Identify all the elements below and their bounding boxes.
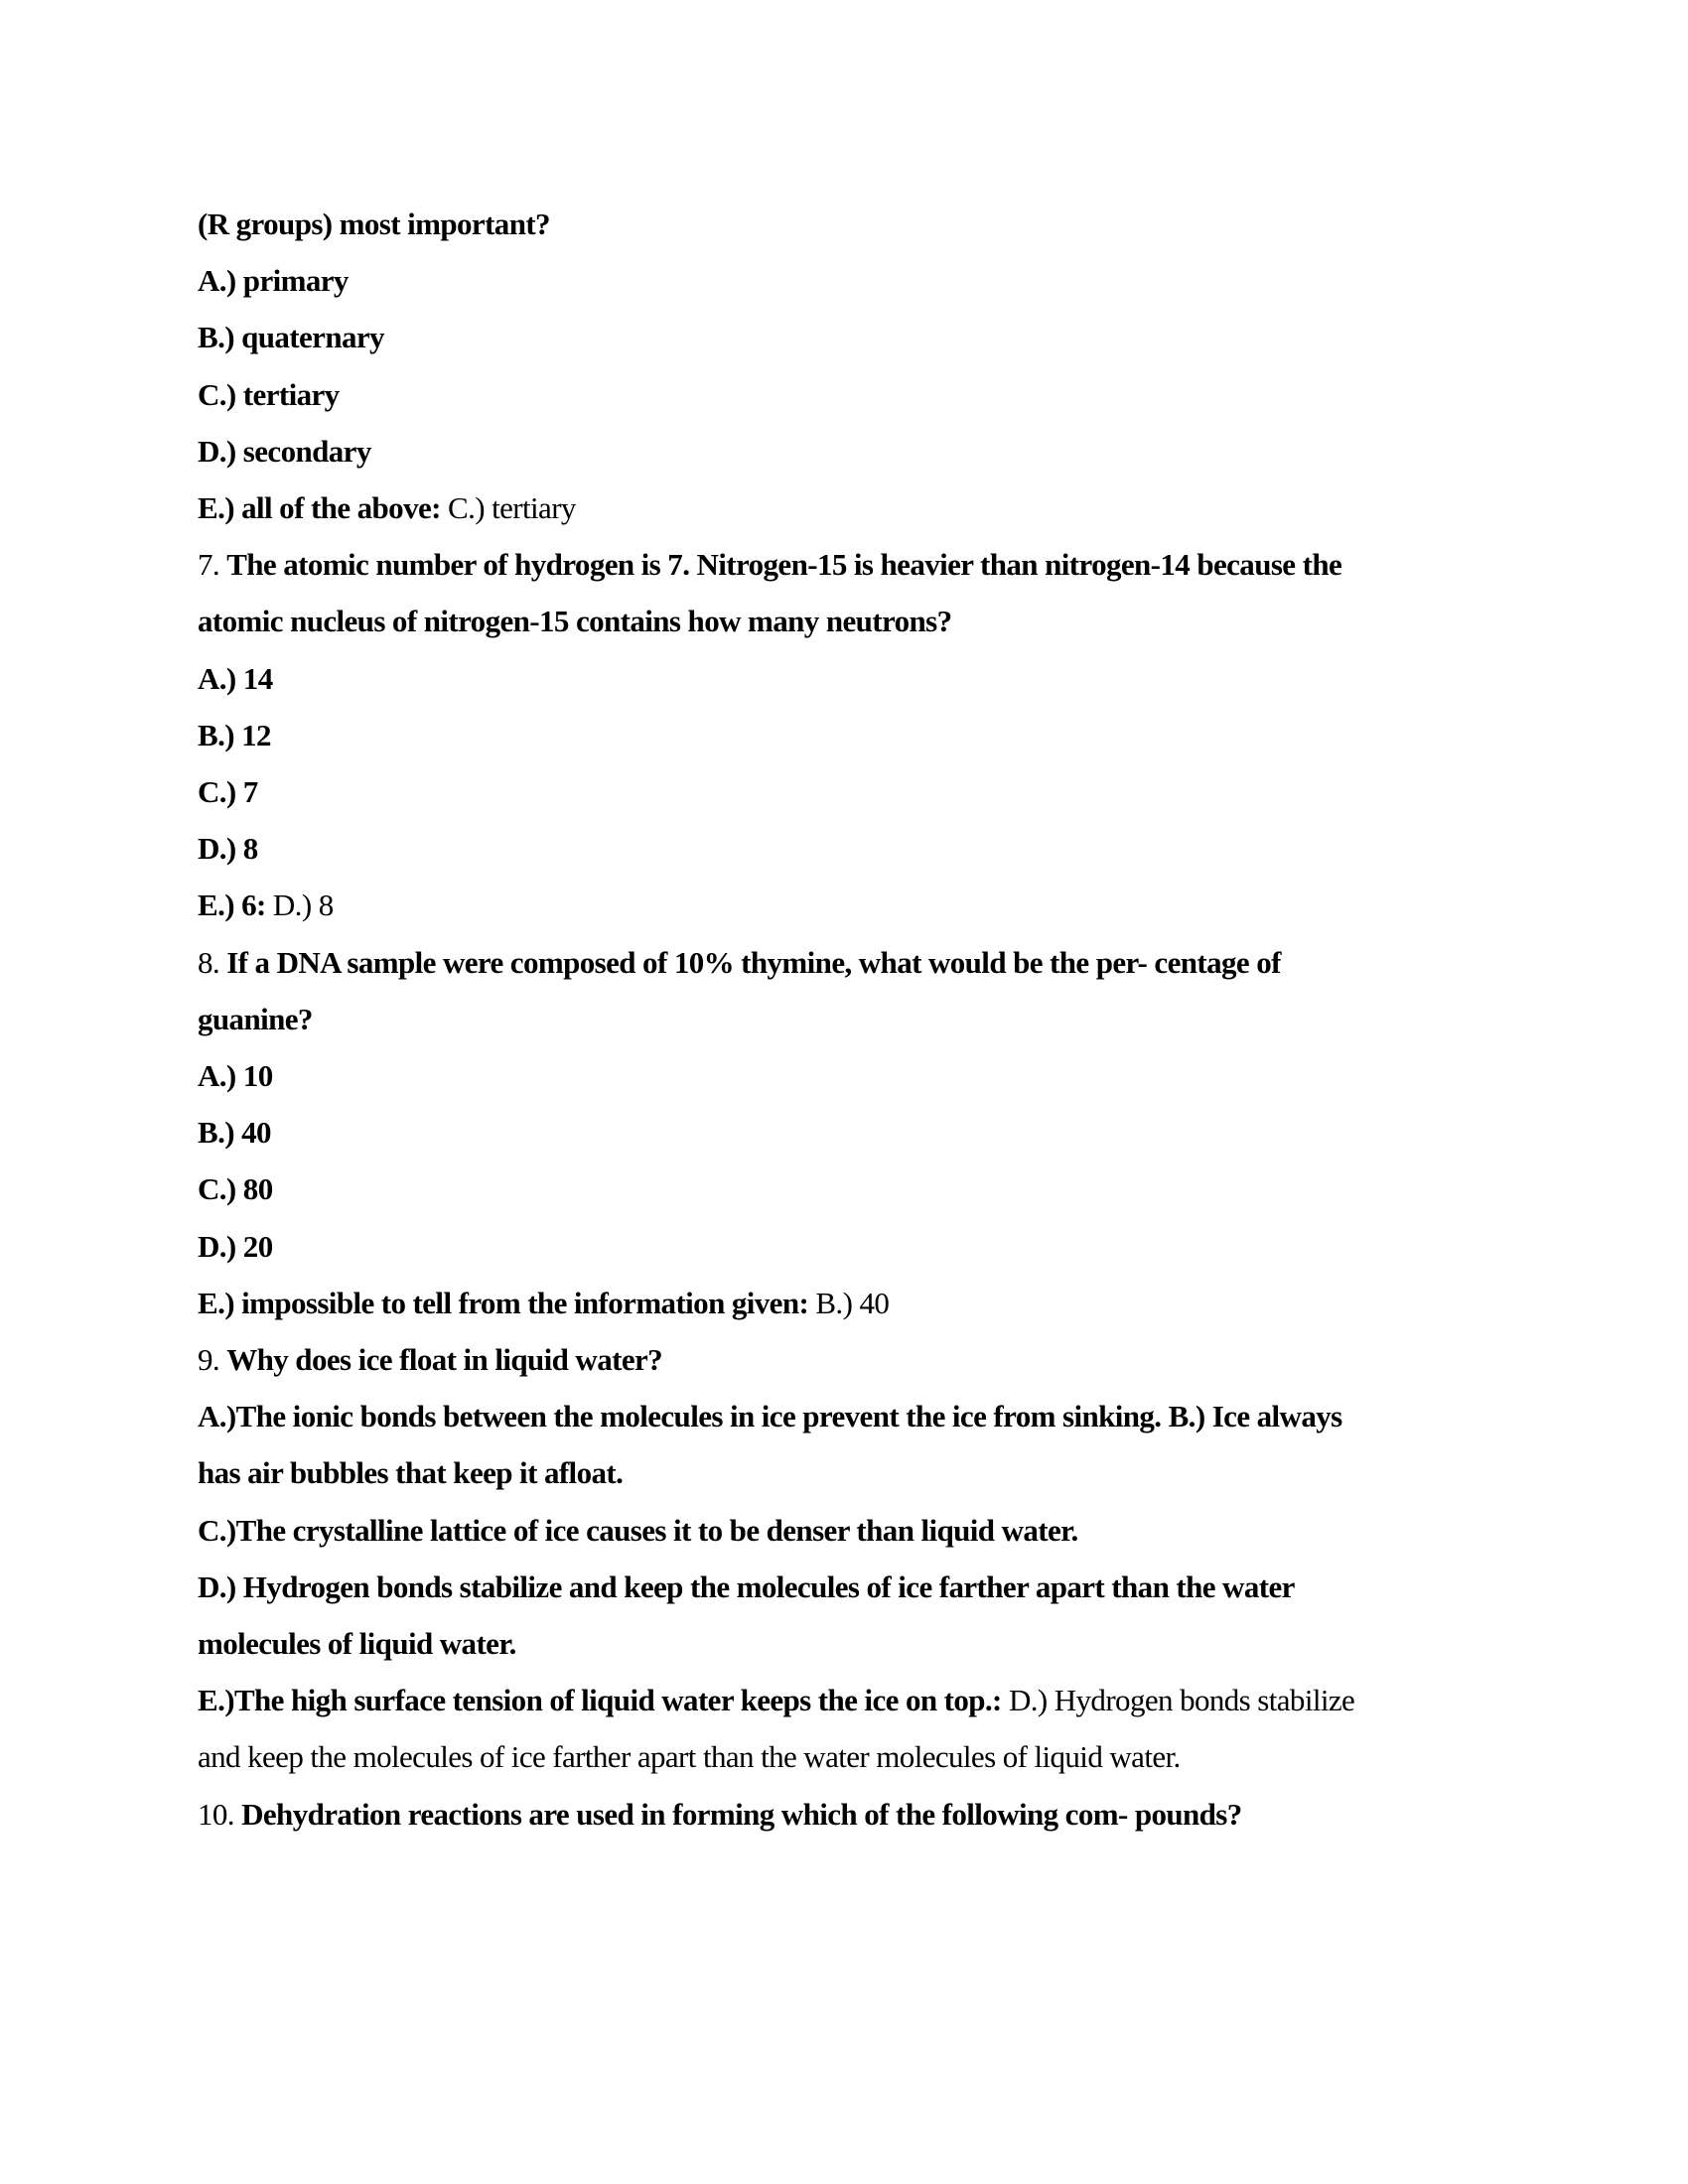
answer-text: and keep the molecules of ice farther apart than the water molecules of liquid water. [198, 1739, 1181, 1775]
question-number: 10. [198, 1796, 234, 1832]
question-number: 9. [198, 1342, 220, 1378]
question-text: E.) 6: [198, 887, 266, 923]
text-line [198, 1502, 1528, 1559]
question-text: Why does ice float in liquid water? [226, 1342, 663, 1378]
question-text: D.) secondary [198, 433, 371, 469]
text-line [198, 763, 1528, 820]
question-text: C.)The crystalline lattice of ice causes it to be denser than liquid water. [198, 1512, 1078, 1548]
text-line [198, 1275, 1528, 1331]
text-line [198, 366, 1528, 423]
text-line [198, 1728, 1528, 1785]
question-text: A.)The ionic bonds between the molecules in ice prevent the ice from sinking. B.) Ice always [198, 1399, 1342, 1434]
question-text: E.) impossible to tell from the information given: [198, 1285, 809, 1320]
document-page [198, 196, 1528, 1843]
text-line [198, 1331, 1528, 1388]
question-text: molecules of liquid water. [198, 1626, 516, 1662]
text-line [198, 1104, 1528, 1160]
text-line [198, 1388, 1528, 1444]
text-line [198, 1559, 1528, 1615]
text-line [198, 1047, 1528, 1104]
text-line [198, 934, 1528, 991]
question-text: B.) 12 [198, 717, 271, 752]
question-text: B.) quaternary [198, 320, 384, 355]
question-text: atomic nucleus of nitrogen-15 contains how many neutrons? [198, 604, 952, 639]
question-text: If a DNA sample were composed of 10% thymine, what would be the per- centage of [226, 944, 1281, 980]
question-text: B.) 40 [198, 1115, 271, 1151]
answer-text: C.) tertiary [448, 490, 576, 526]
answer-text: B.) 40 [815, 1285, 890, 1320]
answer-text: D.) Hydrogen bonds stabilize [1008, 1683, 1355, 1718]
text-line [198, 1615, 1528, 1672]
text-line [198, 593, 1528, 649]
question-text: A.) 10 [198, 1058, 273, 1094]
question-text: D.) 20 [198, 1228, 273, 1264]
text-line [198, 252, 1528, 309]
question-text: (R groups) most important? [198, 206, 550, 241]
question-text: The atomic number of hydrogen is 7. Nitrogen-15 is heavier than nitrogen-14 because the [226, 547, 1342, 583]
answer-text: D.) 8 [272, 887, 334, 923]
text-line [198, 1672, 1528, 1728]
text-line [198, 991, 1528, 1047]
question-text: C.) tertiary [198, 376, 340, 412]
question-text: D.) Hydrogen bonds stabilize and keep the molecules of ice farther apart than the water [198, 1569, 1295, 1604]
text-line [198, 536, 1528, 593]
text-line [198, 479, 1528, 536]
question-text: C.) 7 [198, 774, 258, 810]
question-text: D.) 8 [198, 831, 258, 867]
question-text: E.) all of the above: [198, 490, 441, 526]
text-line [198, 1218, 1528, 1275]
text-line [198, 707, 1528, 763]
question-number: 7. [198, 547, 220, 583]
text-line [198, 423, 1528, 479]
text-line [198, 1444, 1528, 1501]
question-text: guanine? [198, 1001, 313, 1036]
question-text: has air bubbles that keep it afloat. [198, 1455, 624, 1491]
text-line [198, 877, 1528, 933]
text-line [198, 820, 1528, 877]
question-number: 8. [198, 944, 220, 980]
text-line [198, 650, 1528, 707]
text-line [198, 309, 1528, 365]
question-text: E.)The high surface tension of liquid water keeps the ice on top.: [198, 1683, 1002, 1718]
question-text: A.) 14 [198, 660, 273, 696]
text-line [198, 196, 1528, 252]
question-text: A.) primary [198, 263, 349, 299]
text-line [198, 1160, 1528, 1217]
text-line [198, 1786, 1528, 1843]
question-text: C.) 80 [198, 1171, 273, 1207]
question-text: Dehydration reactions are used in forming which of the following com- pounds? [241, 1796, 1242, 1832]
